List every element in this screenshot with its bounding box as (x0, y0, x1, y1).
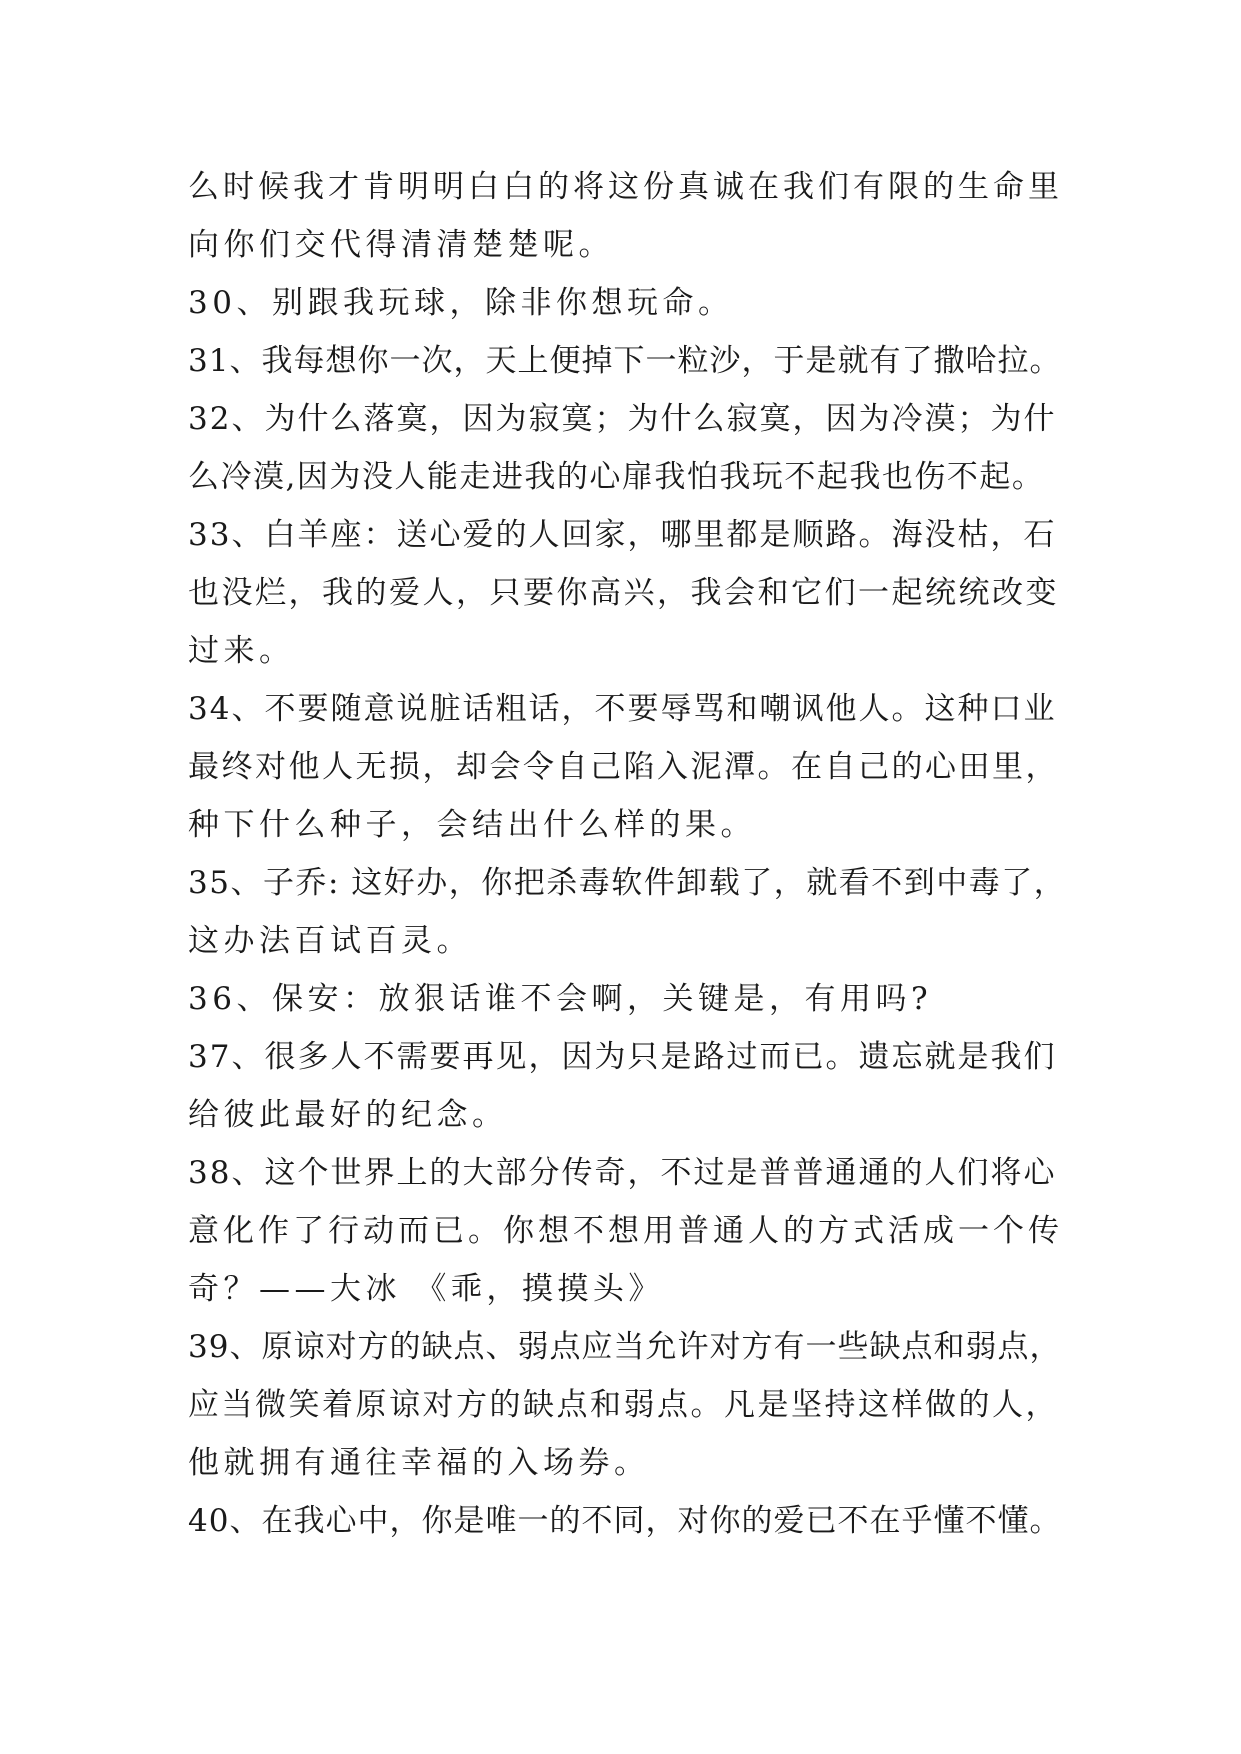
text-line: 应当微笑着原谅对方的缺点和弱点。凡是坚持这样做的人， (188, 1387, 1059, 1423)
text-line: 34、不要随意说脏话粗话，不要辱骂和嘲讽他人。这种口业 (188, 691, 1057, 727)
text-line: 31、我每想你一次，天上便掉下一粒沙，于是就有了撒哈拉。 (188, 343, 1062, 379)
text-line: 最终对他人无损，却会令自己陷入泥潭。在自己的心田里， (188, 749, 1059, 785)
text-line: 奇？——大冰 《乖，摸摸头》 (188, 1271, 664, 1307)
text-line: 这办法百试百灵。 (188, 923, 472, 959)
text-line: 也没烂，我的爱人，只要你高兴，我会和它们一起统统改变 (188, 575, 1059, 611)
document-text (188, 158, 1068, 1550)
text-line: 么冷漠,因为没人能走进我的心扉我怕我玩不起我也伤不起。 (188, 459, 1045, 495)
text-line: 意化作了行动而已。你想不想用普通人的方式活成一个传 (188, 1213, 1063, 1249)
text-line: 给彼此最好的纪念。 (188, 1097, 508, 1133)
text-line: 么时候我才肯明明白白的将这份真诚在我们有限的生命里 (188, 169, 1063, 205)
text-line: 40、在我心中，你是唯一的不同，对你的爱已不在乎懂不懂。 (188, 1503, 1062, 1539)
text-line: 38、这个世界上的大部分传奇，不过是普普通通的人们将心 (188, 1155, 1057, 1191)
text-line: 35、子乔: 这好办，你把杀毒软件卸载了，就看不到中毒了， (188, 865, 1067, 901)
text-line: 32、为什么落寞，因为寂寞；为什么寂寞，因为冷漠；为什 (188, 401, 1057, 437)
text-line: 种下什么种子，会结出什么样的果。 (188, 807, 756, 843)
text-line: 30、别跟我玩球，除非你想玩命。 (188, 285, 734, 321)
text-line: 39、原谅对方的缺点、弱点应当允许对方有一些缺点和弱点， (188, 1329, 1062, 1365)
text-line: 37、很多人不需要再见，因为只是路过而已。遗忘就是我们 (188, 1039, 1057, 1075)
text-line: 36、保安：放狠话谁不会啊，关键是，有用吗? (188, 981, 933, 1017)
text-line: 过来。 (188, 633, 295, 669)
text-line: 向你们交代得清清楚楚呢。 (188, 227, 614, 263)
text-line: 他就拥有通往幸福的入场券。 (188, 1445, 650, 1481)
text-line: 33、白羊座：送心爱的人回家，哪里都是顺路。海没枯，石 (188, 517, 1057, 553)
